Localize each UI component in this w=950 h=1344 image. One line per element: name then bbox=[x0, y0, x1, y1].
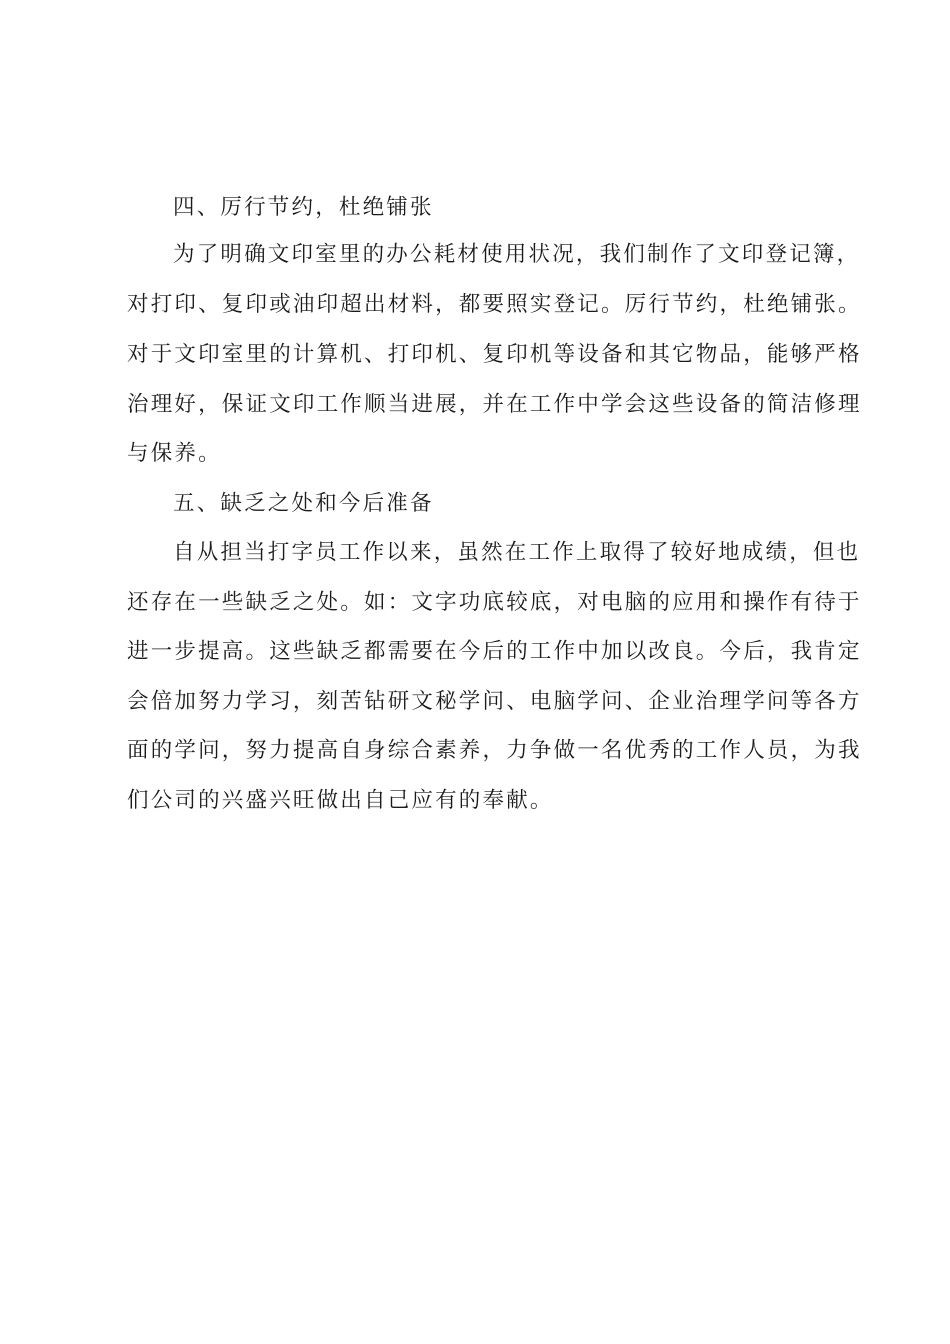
section-4-heading: 四、厉行节约，杜绝铺张 bbox=[173, 195, 434, 220]
section-5-paragraph-line: 面的学问，努力提高自身综合素养，力争做一名优秀的工作人员，为我 bbox=[127, 738, 862, 763]
section-4-paragraph-line: 对打印、复印或油印超出材料，都要照实登记。厉行节约，杜绝铺张。 bbox=[127, 292, 862, 317]
section-5-paragraph-line: 自从担当打字员工作以来，虽然在工作上取得了较好地成绩，但也 bbox=[173, 540, 861, 565]
section-5-heading: 五、缺乏之处和今后准备 bbox=[173, 491, 434, 516]
section-4-paragraph-line: 为了明确文印室里的办公耗材使用状况，我们制作了文印登记簿， bbox=[173, 242, 861, 267]
section-5-paragraph-line: 们公司的兴盛兴旺做出自己应有的奉献。 bbox=[127, 788, 554, 813]
section-4-paragraph-line: 治理好，保证文印工作顺当进展，并在工作中学会这些设备的简洁修理 bbox=[127, 392, 862, 417]
section-5-paragraph-line: 还存在一些缺乏之处。如：文字功底较底，对电脑的应用和操作有待于 bbox=[127, 590, 862, 615]
section-5-paragraph-line: 会倍加努力学习，刻苦钻研文秘学问、电脑学问、企业治理学问等各方 bbox=[127, 689, 862, 714]
section-4-paragraph-line: 与保养。 bbox=[127, 441, 222, 466]
section-5-paragraph-line: 进一步提高。这些缺乏都需要在今后的工作中加以改良。今后，我肯定 bbox=[127, 639, 862, 664]
section-4-paragraph-line: 对于文印室里的计算机、打印机、复印机等设备和其它物品，能够严格 bbox=[127, 342, 862, 367]
